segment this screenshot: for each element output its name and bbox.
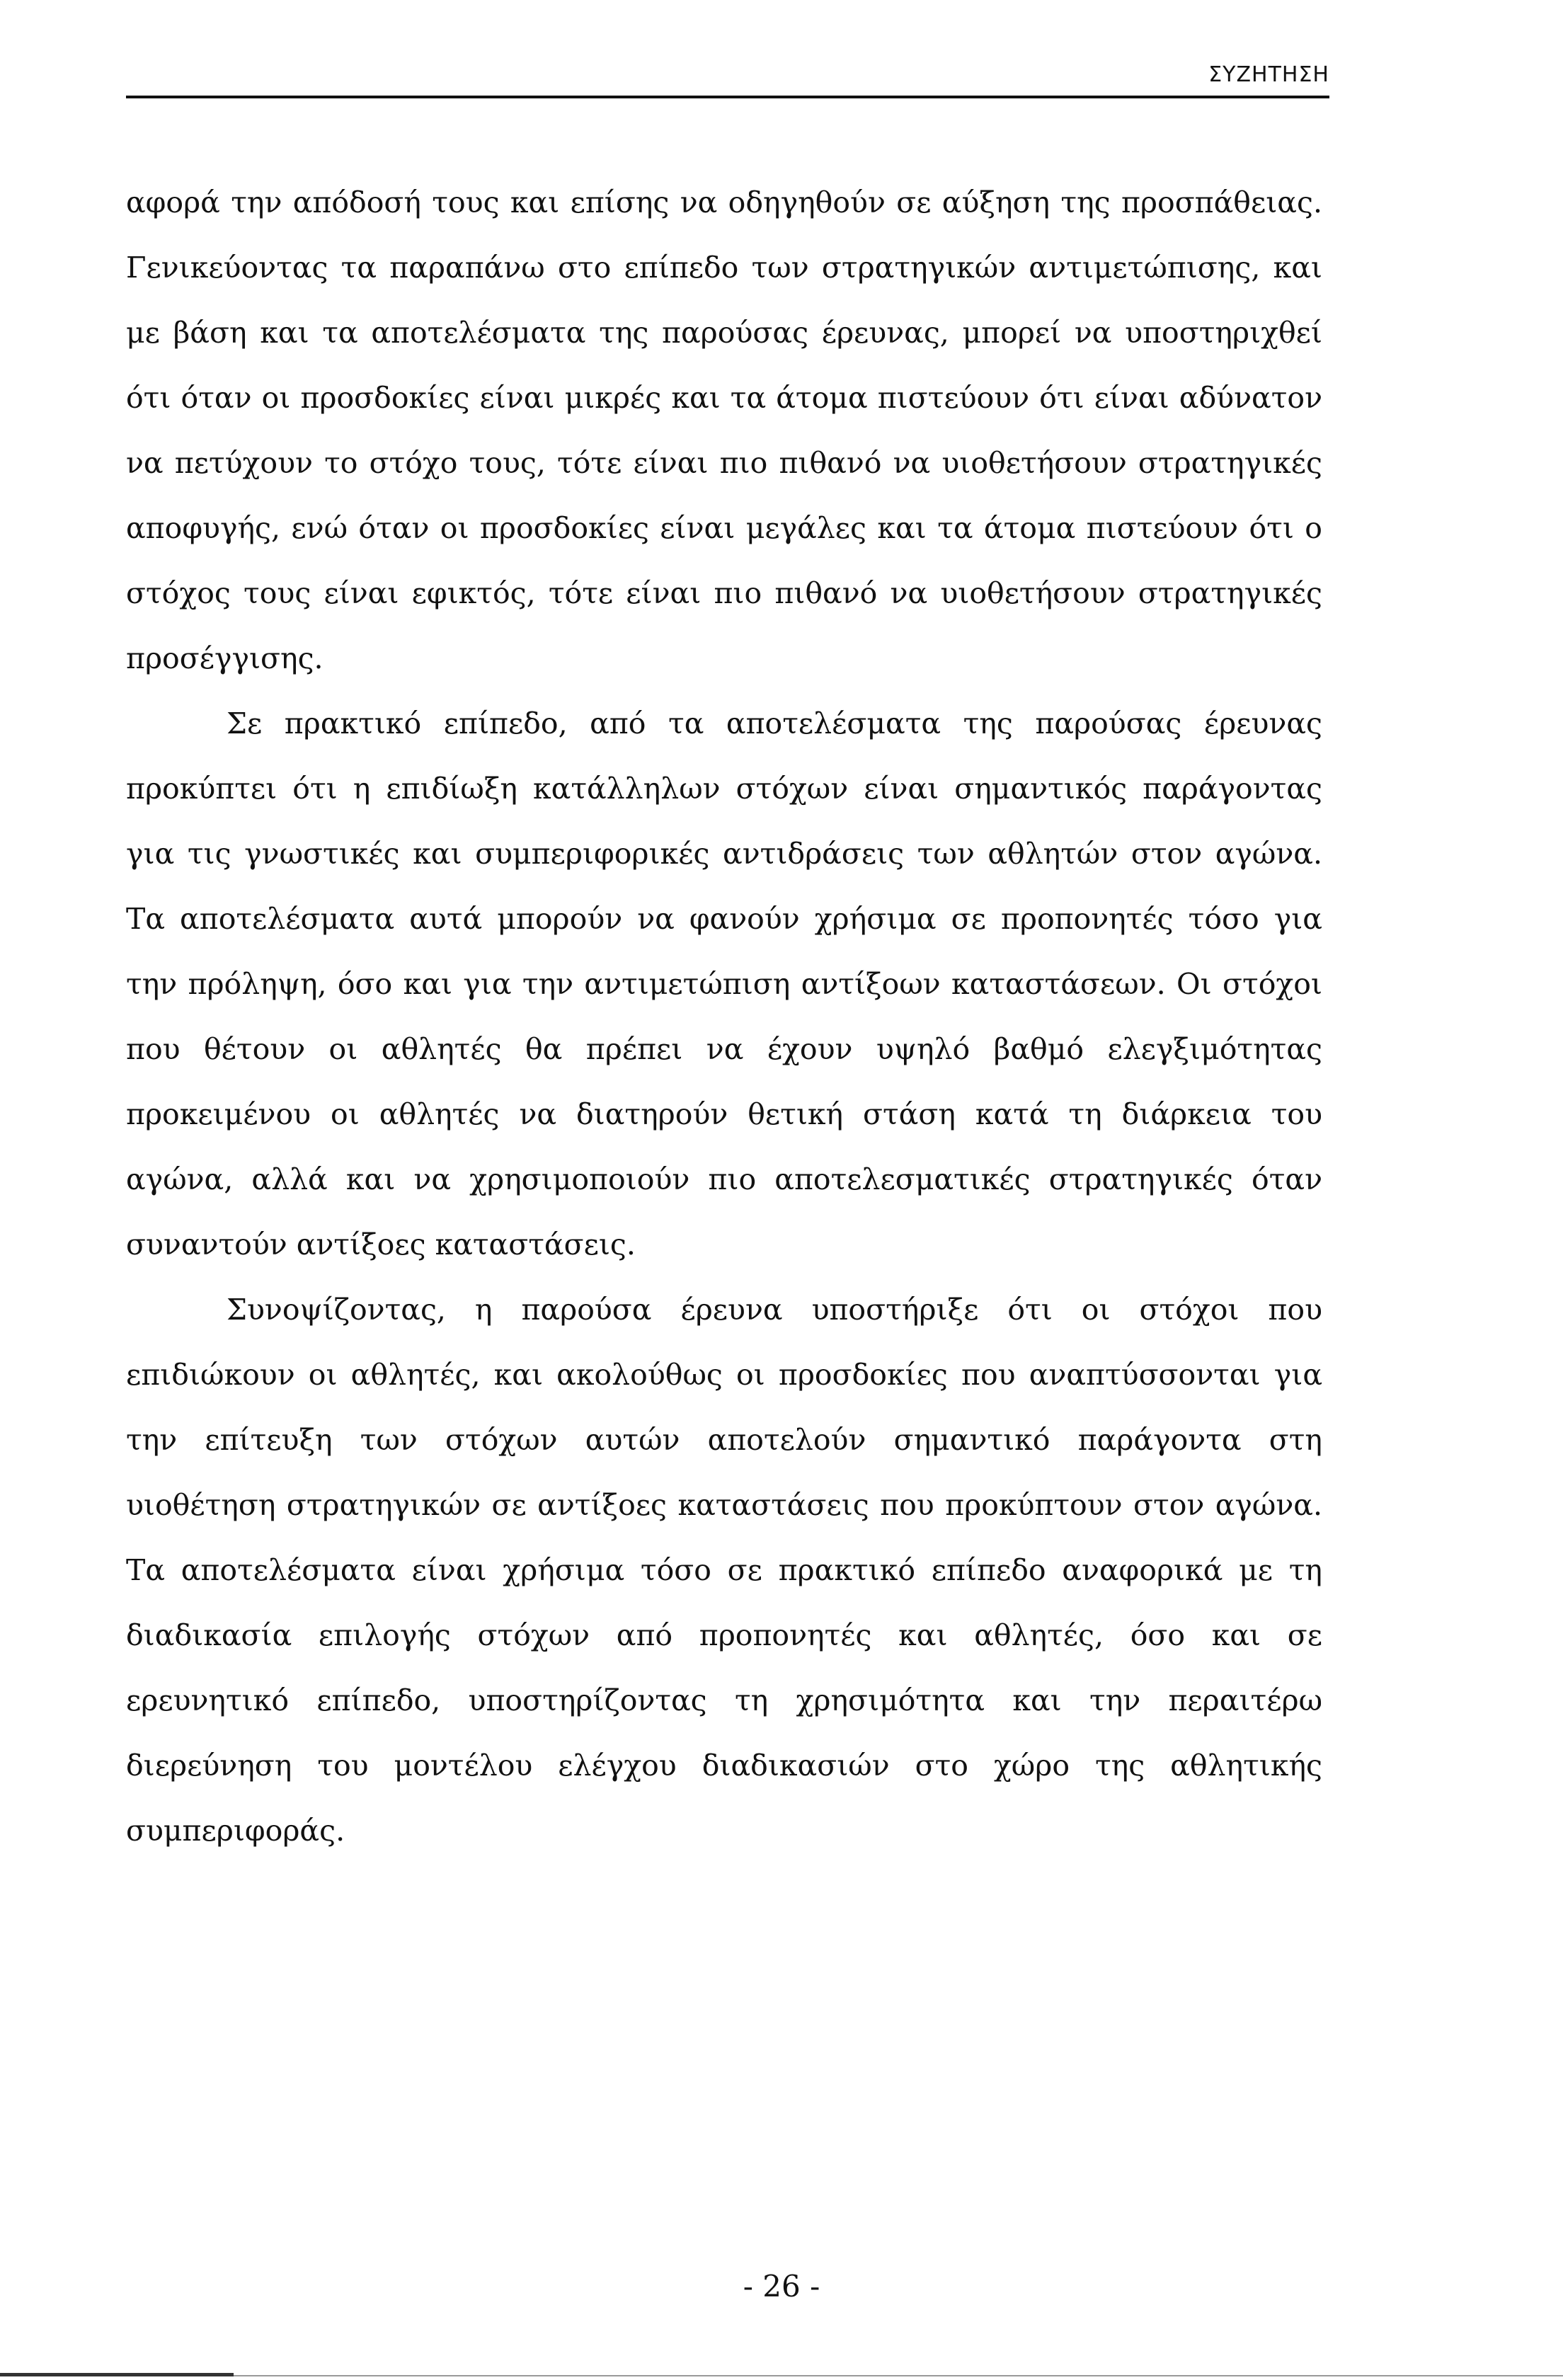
scan-mark-light — [234, 2375, 1563, 2376]
paragraph-summary: Συνοψίζοντας, η παρούσα έρευνα υποστήριξε ότι οι στόχοι που επιδιώκουν οι αθλητές, και ακολούθως οι προσδοκίες που αναπτύσσονται για την επίτευξη των στόχων αυτών αποτελούν σημαντικό παράγοντα στη υιοθέτηση στρατηγικών σε αντίξοες καταστάσεις που προκύπτουν στον αγώνα. Τα αποτελέσματα είναι χρήσιμα τόσο σε πρακτικό επίπεδο αναφορικά με τη διαδικασία επιλογής στόχων από προπονητές και αθλητές, όσο και σε ερευνητικό επίπεδο, υποστηρίζοντας τη χρησιμότητα και την περαιτέρω διερεύνηση του μοντέλου ελέγχου διαδικασιών στο χώρο της αθλητικής συμπεριφοράς. — [126, 1293, 1322, 1848]
body-text — [126, 170, 1322, 1863]
header-rule — [126, 96, 1329, 98]
scan-edge-marks — [0, 2370, 1563, 2380]
paragraph-continuation: αφορά την απόδοσή τους και επίσης να οδηγηθούν σε αύξηση της προσπάθειας. Γενικεύοντας τα παραπάνω στο επίπεδο των στρατηγικών αντιμετώπισης, και με βάση και τα αποτελέσματα της παρούσας έρευνας, μπορεί να υποστηριχθεί ότι όταν οι προσδοκίες είναι μικρές και τα άτομα πιστεύουν ότι είναι αδύνατον να πετύχουν το στόχο τους, τότε είναι πιο πιθανό να υιοθετήσουν στρατηγικές αποφυγής, ενώ όταν οι προσδοκίες είναι μεγάλες και τα άτομα πιστεύουν ότι ο στόχος τους είναι εφικτός, τότε είναι πιο πιθανό να υιοθετήσουν στρατηγικές προσέγγισης. — [126, 185, 1322, 675]
running-header: ΣΥΖΗΤΗΣΗ — [1208, 62, 1329, 87]
paragraph-practical-level: Σε πρακτικό επίπεδο, από τα αποτελέσματα της παρούσας έρευνας προκύπτει ότι η επιδίωξη κατάλληλων στόχων είναι σημαντικός παράγοντας για τις γνωστικές και συμπεριφορικές αντιδράσεις των αθλητών στον αγώνα. Τα αποτελέσματα αυτά μπορούν να φανούν χρήσιμα σε προπονητές τόσο για την πρόληψη, όσο και για την αντιμετώπιση αντίξοων καταστάσεων. Οι στόχοι που θέτουν οι αθλητές θα πρέπει να έχουν υψηλό βαθμό ελεγξιμότητας προκειμένου οι αθλητές να διατηρούν θετική στάση κατά τη διάρκεια του αγώνα, αλλά και να χρησιμοποιούν πιο αποτελεσματικές στρατηγικές όταν συναντούν αντίξοες καταστάσεις. — [126, 706, 1322, 1261]
page-number: - 26 - — [743, 2269, 820, 2304]
scan-mark-dark — [0, 2373, 234, 2376]
